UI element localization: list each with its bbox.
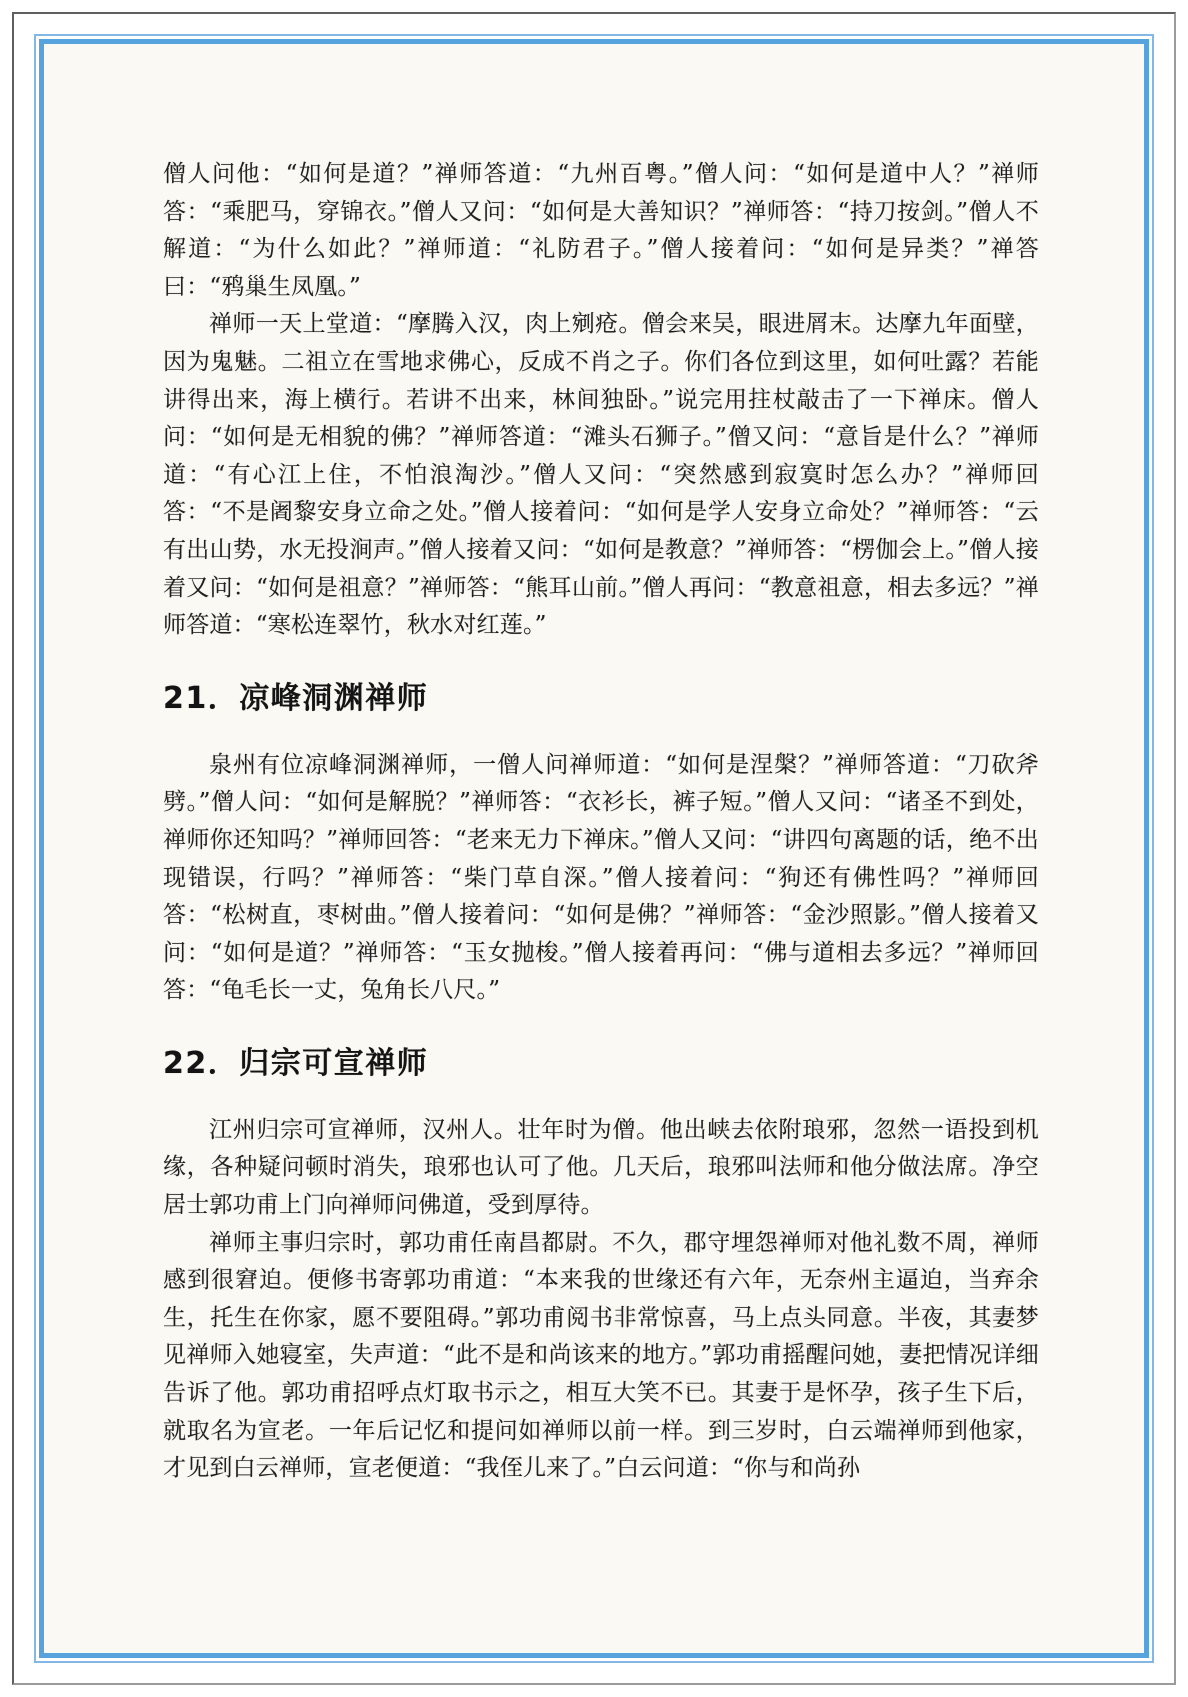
page-content	[44, 44, 1144, 1653]
body-paragraph: 江州归宗可宣禅师，汉州人。壮年时为僧。他出峡去依附琅邪，忽然一语投到机缘，各种疑问顿时消失，琅邪也认可了他。几天后，琅邪叫法师和他分做法席。净空居士郭功甫上门向禅师问佛道，受到厚待。	[163, 1116, 1039, 1219]
section-heading-21: 21．凉峰洞渊禅师	[163, 680, 429, 716]
body-paragraph: 禅师主事归宗时，郭功甫任南昌都尉。不久，郡守埋怨禅师对他礼数不周，禅师感到很窘迫。便修书寄郭功甫道：“本来我的世缘还有六年，无奈州主逼迫，当弃余生，托生在你家，愿不要阻碍。”郭功甫阅书非常惊喜，马上点头同意。半夜，其妻梦见禅师入她寝室，失声道：“此不是和尚该来的地方。”郭功甫摇醒问她，妻把情况详细告诉了他。郭功甫招呼点灯取书示之，相互大笑不已。其妻于是怀孕，孩子生下后，就取名为宣老。一年后记忆和提问如禅师以前一样。到三岁时，白云端禅师到他家，才见到白云禅师，宣老便道：“我侄儿来了。”白云问道：“你与和尚孙	[163, 1229, 1039, 1482]
body-paragraph: 禅师一天上堂道：“摩腾入汉，肉上剜疮。僧会来吴，眼进屑末。达摩九年面壁，因为鬼魅。二祖立在雪地求佛心，反成不肖之子。你们各位到这里，如何吐露？若能讲得出来，海上横行。若讲不出来，林间独卧。”说完用拄杖敲击了一下禅床。僧人问：“如何是无相貌的佛？”禅师答道：“滩头石狮子。”僧又问：“意旨是什么？”禅师道：“有心江上住，不怕浪淘沙。”僧人又问：“突然感到寂寞时怎么办？”禅师回答：“不是阇黎安身立命之处。”僧人接着问：“如何是学人安身立命处？”禅师答：“云有出山势，水无投涧声。”僧人接着又问：“如何是教意？”禅师答：“楞伽会上。”僧人接着又问：“如何是祖意？”禅师答：“熊耳山前。”僧人再问：“教意祖意，相去多远？”禅师答道：“寒松连翠竹，秋水对红莲。”	[163, 311, 1039, 639]
section-heading-22: 22．归宗可宣禅师	[163, 1045, 429, 1081]
scanned-book-page	[12, 12, 1176, 1685]
body-paragraph: 泉州有位凉峰洞渊禅师，一僧人问禅师道：“如何是涅槃？”禅师答道：“刀砍斧劈。”僧人问：“如何是解脱？”禅师答：“衣衫长，裤子短。”僧人又问：“诸圣不到处，禅师你还知吗？”禅师回答：“老来无力下禅床。”僧人又问：“讲四句离题的话，绝不出现错误，行吗？”禅师答：“柴门草自深。”僧人接着问：“狗还有佛性吗？”禅师回答：“松树直，枣树曲。”僧人接着问：“如何是佛？”禅师答：“金沙照影。”僧人接着又问：“如何是道？”禅师答：“玉女抛梭。”僧人接着再问：“佛与道相去多远？”禅师回答：“龟毛长一丈，兔角长八尺。”	[163, 751, 1039, 1004]
decorative-frame-inner	[39, 39, 1149, 1658]
decorative-frame-outer	[34, 34, 1154, 1663]
body-paragraph-continuation: 僧人问他：“如何是道？”禅师答道：“九州百粤。”僧人问：“如何是道中人？”禅师答：“乘肥马，穿锦衣。”僧人又问：“如何是大善知识？”禅师答：“持刀按剑。”僧人不解道：“为什么如此？”禅师道：“礼防君子。”僧人接着问：“如何是异类？”禅答曰：“鸦巢生凤凰。”	[163, 161, 1039, 300]
